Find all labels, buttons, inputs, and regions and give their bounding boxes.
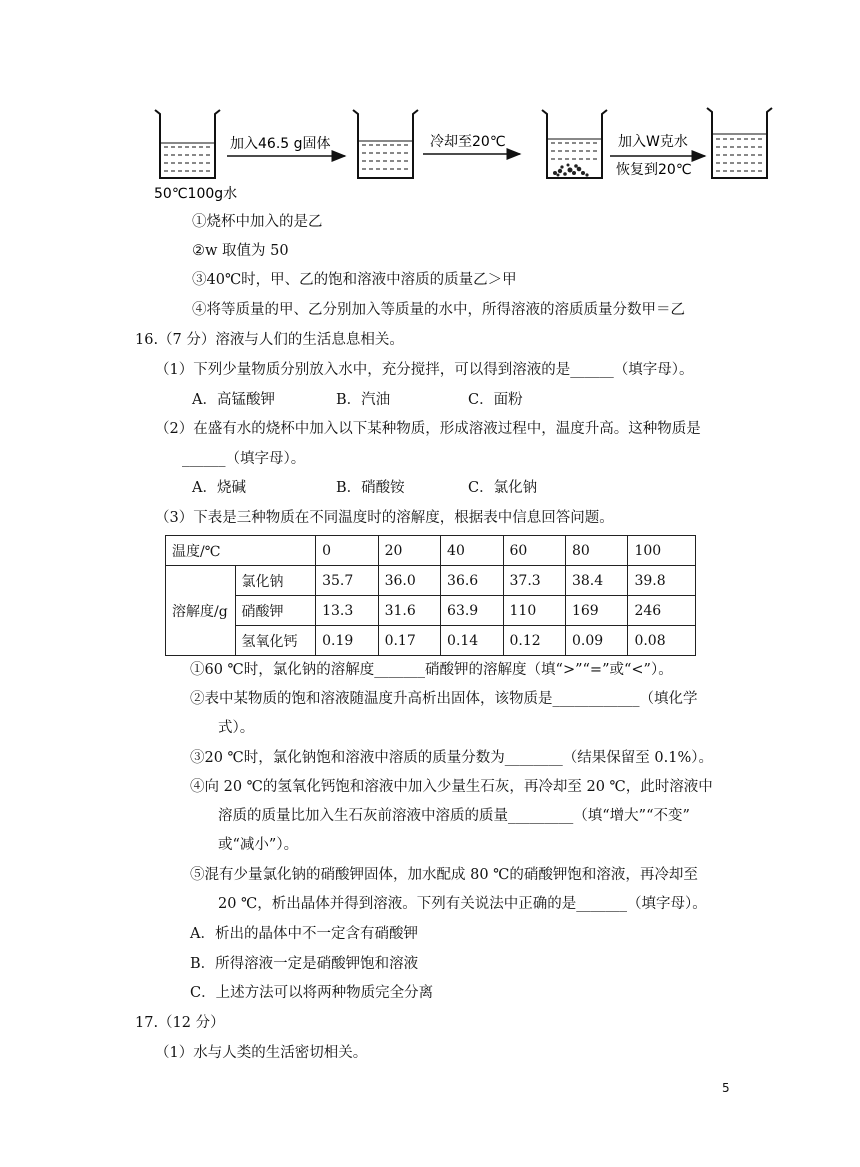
table-cell: 35.7 <box>316 566 378 596</box>
substance-name: 氯化钠 <box>235 566 316 596</box>
q16-sub2-line2: 式）。 <box>218 720 255 736</box>
page-number: 5 <box>722 1081 730 1095</box>
beaker-1 <box>155 110 220 178</box>
table-cell: 63.9 <box>441 596 503 626</box>
q16-sub4-line3: 或“减小”）。 <box>218 837 299 853</box>
table-cell: 38.4 <box>565 566 627 596</box>
table-cell: 0.08 <box>628 626 696 656</box>
beaker-2 <box>353 110 418 178</box>
q16-sub4-line1: ④向 20 ℃的氢氧化钙饱和溶液中加入少量生石灰，再冷却至 20 ℃，此时溶液中 <box>190 779 713 795</box>
table-cell: 0.14 <box>441 626 503 656</box>
beaker-3 <box>542 110 607 178</box>
table-row <box>166 626 696 656</box>
table-row <box>166 596 696 626</box>
precipitate <box>553 164 589 177</box>
table-cell: 0.17 <box>378 626 440 656</box>
table-cell: 246 <box>628 596 696 626</box>
step-3-label-2: 恢复到20℃ <box>616 162 692 178</box>
q16-sub4-line2: 溶质的质量比加入生石灰前溶液中溶质的质量_________（填“增大”“不变” <box>218 808 690 824</box>
q16-sub5-choice-b: B．所得溶液一定是硝酸钾饱和溶液 <box>190 956 419 972</box>
q16-part2-line1: （2）在盛有水的烧杯中加入以下某种物质，形成溶液过程中，温度升高。这种物质是 <box>155 421 701 437</box>
temp-cell: 100 <box>628 536 696 566</box>
q16-sub2-line1: ②表中某物质的饱和溶液随温度升高析出固体，该物质是____________（填化学 <box>190 691 698 707</box>
table-cell: 0.12 <box>503 626 565 656</box>
q16-part1: （1）下列少量物质分别放入水中，充分搅拌，可以得到溶液的是______（填字母）。 <box>155 362 694 378</box>
q16-title: 16.（7 分）溶液与人们的生活息息相关。 <box>135 332 404 348</box>
table-cell: 0.19 <box>316 626 378 656</box>
q15-option-2: ②w 取值为 50 <box>192 243 289 259</box>
q15-option-1: ①烧杯中加入的是乙 <box>192 214 323 230</box>
q15-option-4: ④将等质量的甲、乙分别加入等质量的水中，所得溶液的溶质质量分数甲＝乙 <box>192 302 685 318</box>
step-3-label-1: 加入W克水 <box>618 134 688 150</box>
q16-part1-choice-a: A．高锰酸钾 <box>192 392 275 408</box>
temp-cell: 40 <box>441 536 503 566</box>
temp-header: 温度/℃ <box>166 536 316 566</box>
table-cell: 37.3 <box>503 566 565 596</box>
beaker-4 <box>707 108 772 178</box>
q16-sub5-line1: ⑤混有少量氯化钠的硝酸钾固体，加水配成 80 ℃的硝酸钾饱和溶液，再冷却至 <box>190 867 698 883</box>
temp-cell: 60 <box>503 536 565 566</box>
table-cell: 110 <box>503 596 565 626</box>
table-cell: 36.6 <box>441 566 503 596</box>
q16-part1-choice-c: C．面粉 <box>468 392 523 408</box>
solubility-table <box>165 535 696 656</box>
table-cell: 169 <box>565 596 627 626</box>
table-cell: 0.09 <box>565 626 627 656</box>
substance-name: 硝酸钾 <box>235 596 316 626</box>
substance-name: 氢氧化钙 <box>235 626 316 656</box>
beaker-1-label: 50℃100g水 <box>154 186 238 202</box>
table-cell: 13.3 <box>316 596 378 626</box>
q16-sub5-choice-a: A．析出的晶体中不一定含有硝酸钾 <box>190 926 418 942</box>
q16-part2-line2: ______（填字母）。 <box>182 451 306 467</box>
q16-part2-choice-b: B．硝酸铵 <box>336 480 405 496</box>
q17-title: 17.（12 分） <box>135 1015 225 1031</box>
table-row <box>166 566 696 596</box>
step-1-label: 加入46.5 g固体 <box>230 136 331 152</box>
table-cell: 36.0 <box>378 566 440 596</box>
q16-sub1: ①60 ℃时，氯化钠的溶解度_______硝酸钾的溶解度（填“>”“=”或“<”）。 <box>190 662 673 678</box>
q16-part2-choice-a: A．烧碱 <box>192 480 246 496</box>
q16-part3: （3）下表是三种物质在不同温度时的溶解度，根据表中信息回答问题。 <box>155 510 614 526</box>
table-header-row <box>166 536 696 566</box>
q16-sub5-line2: 20 ℃，析出晶体并得到溶液。下列有关说法中正确的是_______（填字母）。 <box>218 896 707 912</box>
temp-cell: 0 <box>316 536 378 566</box>
table-cell: 31.6 <box>378 596 440 626</box>
temp-cell: 80 <box>565 536 627 566</box>
solubility-group-label: 溶解度/g <box>166 566 236 656</box>
temp-cell: 20 <box>378 536 440 566</box>
q16-part1-choice-b: B．汽油 <box>336 392 391 408</box>
q16-part2-choice-c: C．氯化钠 <box>468 480 538 496</box>
q16-sub3: ③20 ℃时，氯化钠饱和溶液中溶质的质量分数为________（结果保留至 0.1%）。 <box>190 750 713 766</box>
q16-sub5-choice-c: C．上述方法可以将两种物质完全分离 <box>190 985 434 1001</box>
table-cell: 39.8 <box>628 566 696 596</box>
q15-option-3: ③40℃时，甲、乙的饱和溶液中溶质的质量乙＞甲 <box>192 272 517 288</box>
step-2-label: 冷却至20℃ <box>430 134 506 150</box>
q17-part1: （1）水与人类的生活密切相关。 <box>155 1045 368 1061</box>
dissolution-experiment-diagram <box>150 98 790 208</box>
